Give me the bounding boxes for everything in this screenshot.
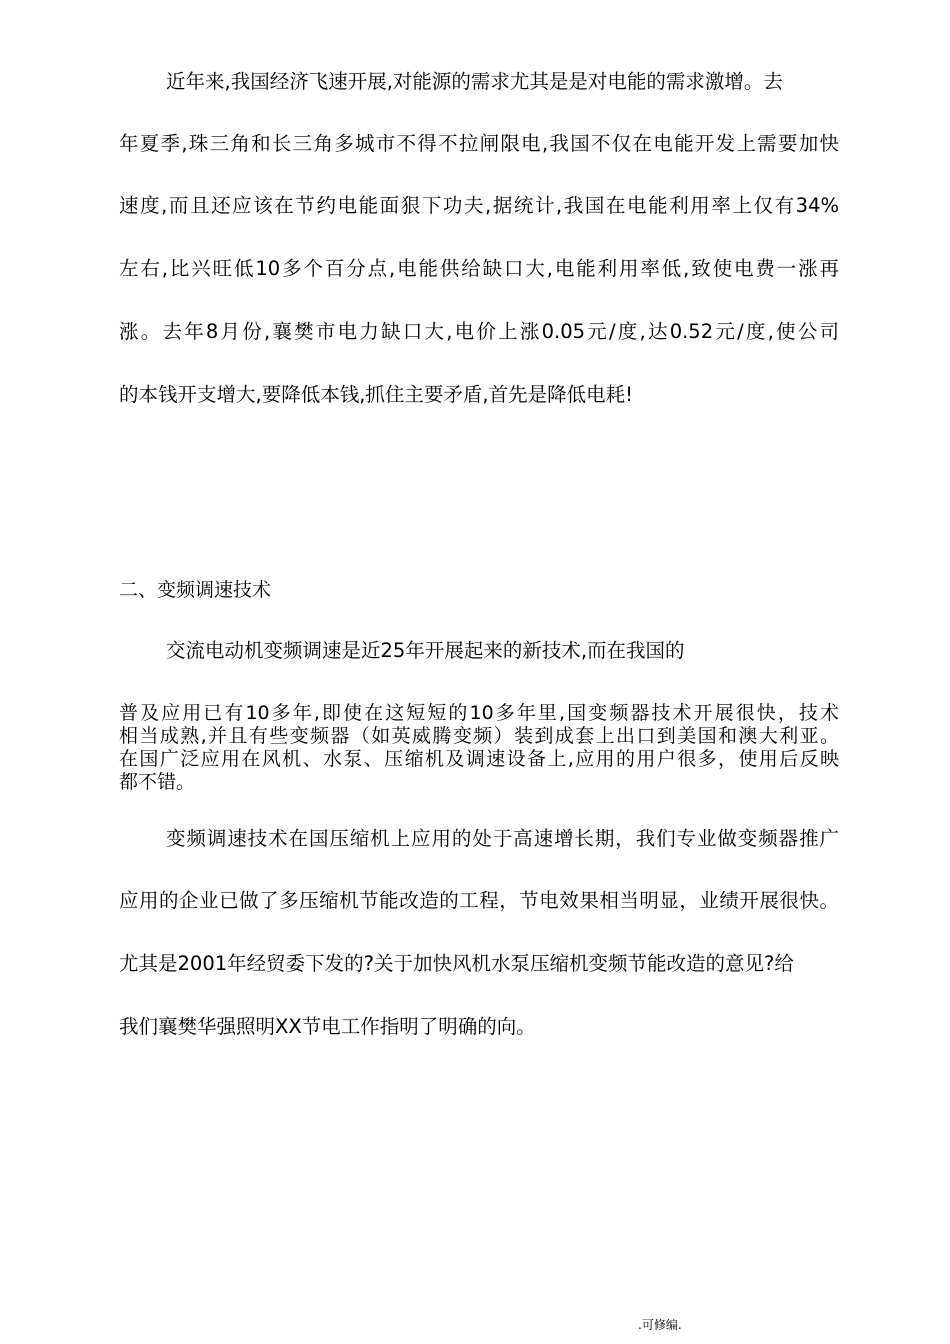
section2-para1-line-2: 相当成熟,并且有些变频器（如英威腾变频）装到成套上出口到美国和澳大利亚。 xyxy=(119,725,839,747)
page-footer: .可修编. xyxy=(638,1318,682,1332)
section2-para2-line-2: 应用的企业已做了多压缩机节能改造的工程，节电效果相当明显，业绩开展很快。 xyxy=(119,889,839,912)
para1-line-5: 涨。去年8月份,襄樊市电力缺口大,电价上涨0.05元/度,达0.52元/度,使公司 xyxy=(119,320,839,343)
para1-line-1: 近年来,我国经济飞速开展,对能源的需求尤其是是对电能的需求激增。去 xyxy=(166,70,783,93)
para1-line-6: 的本钱开支增大,要降低本钱,抓住主要矛盾,首先是降低电耗! xyxy=(119,383,633,406)
section2-para1-line-3: 在国广泛应用在风机、水泵、压缩机及调速设备上,应用的用户很多，使用后反映 xyxy=(119,748,839,770)
section2-para1-line-4: 都不错。 xyxy=(119,771,196,793)
section2-para1-first-line: 交流电动机变频调速是近25年开展起来的新技术,而在我国的 xyxy=(166,639,685,662)
para1-line-2: 年夏季,珠三角和长三角多城市不得不拉闸限电,我国不仅在电能开发上需要加快 xyxy=(119,132,839,155)
section2-para2-line-4: 我们襄樊华强照明XX节电工作指明了明确的向。 xyxy=(119,1015,536,1038)
section2-para2-line-1: 变频调速技术在国压缩机上应用的处于高速增长期，我们专业做变频器推广 xyxy=(166,827,839,850)
para1-line-4: 左右,比兴旺低10多个百分点,电能供给缺口大,电能利用率低,致使电费一涨再 xyxy=(119,257,839,280)
section-heading: 二、变频调速技术 xyxy=(119,579,272,601)
section2-para1-line-1: 普及应用已有10多年,即使在这短短的10多年里,国变频器技术开展很快，技术 xyxy=(119,702,839,724)
para1-line-3: 速度,而且还应该在节约电能面狠下功夫,据统计,我国在电能利用率上仅有34% xyxy=(119,194,839,217)
section2-para2-line-3: 尤其是2001年经贸委下发的?关于加快风机水泵压缩机变频节能改造的意见?给 xyxy=(119,952,794,975)
